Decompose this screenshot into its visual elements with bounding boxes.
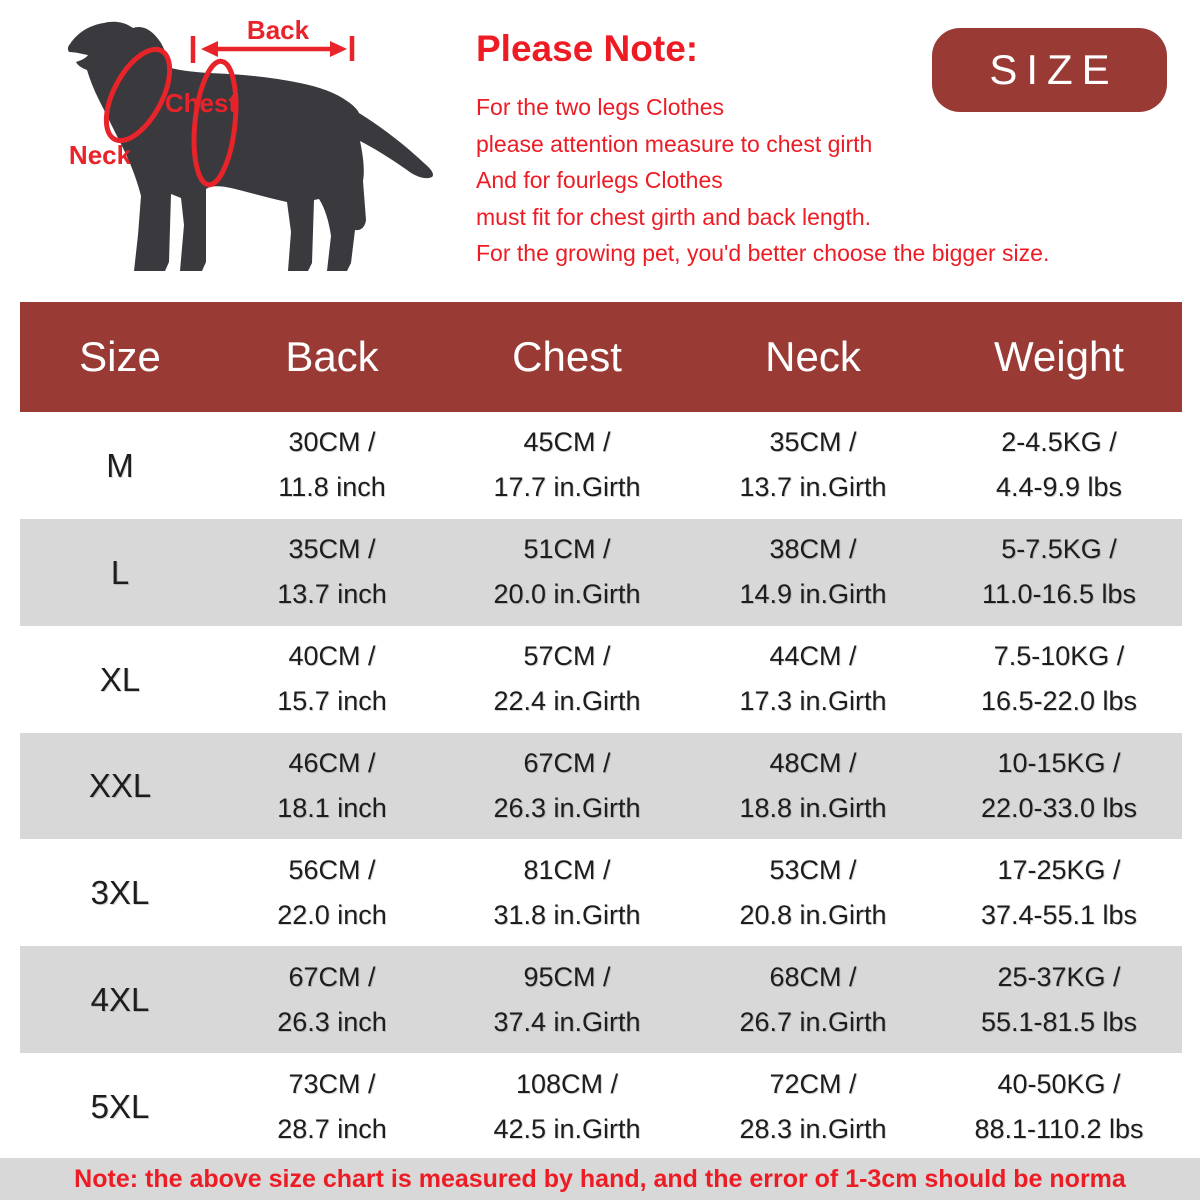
- chest-cell: [444, 955, 690, 1045]
- value-line: 53CM /: [769, 854, 857, 885]
- value-line: 22.0-33.0 lbs: [980, 792, 1138, 823]
- neck-cell: [690, 634, 936, 724]
- value-line: 13.7 inch: [277, 579, 387, 610]
- value-line: 55.1-81.5 lbs: [980, 1006, 1138, 1037]
- size-chart-table: [20, 302, 1182, 1160]
- table-row: [20, 1053, 1182, 1160]
- value-line: 14.9 in.Girth: [739, 579, 887, 610]
- weight-cell: [936, 634, 1182, 724]
- note-line: For the two legs Clothes: [476, 94, 725, 120]
- size-cell: 3XL: [90, 874, 150, 912]
- value-line: 7.5-10KG /: [993, 641, 1125, 672]
- size-cell: 5XL: [90, 1088, 150, 1126]
- back-cell: [220, 634, 444, 724]
- value-line: 48CM /: [769, 747, 857, 778]
- value-line: 10-15KG /: [997, 747, 1121, 778]
- neck-cell: [690, 527, 936, 617]
- value-line: 26.3 inch: [277, 1006, 387, 1037]
- header-weight: Weight: [994, 333, 1124, 380]
- neck-cell: [690, 848, 936, 938]
- value-line: 37.4 in.Girth: [493, 1006, 641, 1037]
- size-cell: L: [110, 553, 130, 591]
- value-line: 108CM /: [515, 1068, 619, 1099]
- neck-cell: [690, 420, 936, 510]
- back-measure-label: Back: [246, 15, 310, 45]
- value-line: 26.3 in.Girth: [493, 792, 641, 823]
- value-line: 22.0 inch: [277, 899, 387, 930]
- value-line: 40CM /: [288, 641, 376, 672]
- value-line: 20.0 in.Girth: [493, 579, 641, 610]
- value-line: 81CM /: [523, 854, 611, 885]
- header-back: Back: [285, 333, 379, 380]
- value-line: 42.5 in.Girth: [493, 1113, 641, 1144]
- value-line: 38CM /: [769, 534, 857, 565]
- value-line: 5-7.5KG /: [1001, 534, 1117, 565]
- value-line: 17.7 in.Girth: [493, 472, 641, 503]
- header-chest: Chest: [512, 333, 622, 380]
- value-line: 68CM /: [769, 961, 857, 992]
- value-line: 13.7 in.Girth: [739, 472, 887, 503]
- chest-cell: [444, 848, 690, 938]
- back-cell: [220, 741, 444, 831]
- value-line: 11.0-16.5 lbs: [981, 579, 1137, 610]
- dog-measurement-diagram: [20, 10, 460, 290]
- neck-cell: [690, 1062, 936, 1152]
- back-cell: [220, 848, 444, 938]
- value-line: 30CM /: [288, 427, 376, 458]
- header-size: Size: [79, 333, 161, 380]
- value-line: 2-4.5KG /: [1001, 427, 1117, 458]
- value-line: 44CM /: [769, 641, 857, 672]
- value-line: 26.7 in.Girth: [739, 1006, 887, 1037]
- size-cell: XL: [99, 660, 141, 698]
- table-header-row: [20, 302, 1182, 412]
- weight-cell: [936, 527, 1182, 617]
- value-line: 72CM /: [769, 1068, 857, 1099]
- value-line: 15.7 inch: [277, 686, 387, 717]
- back-cell: [220, 1062, 444, 1152]
- size-cell: 4XL: [90, 981, 150, 1019]
- value-line: 56CM /: [288, 854, 376, 885]
- please-note-title: Please Note:: [476, 28, 699, 69]
- value-line: 40-50KG /: [997, 1068, 1121, 1099]
- value-line: 25-37KG /: [997, 961, 1121, 992]
- table-row: [20, 412, 1182, 519]
- back-cell: [220, 527, 444, 617]
- value-line: 73CM /: [288, 1068, 376, 1099]
- footer-note-text: Note: the above size chart is measured by hand, and the error of 1-3cm should be norma: [74, 1164, 1126, 1193]
- chest-cell: [444, 527, 690, 617]
- value-line: 46CM /: [288, 747, 376, 778]
- value-line: 37.4-55.1 lbs: [980, 899, 1138, 930]
- neck-measure-label: Neck: [68, 140, 132, 170]
- value-line: 51CM /: [523, 534, 611, 565]
- back-cell: [220, 955, 444, 1045]
- weight-cell: [936, 848, 1182, 938]
- value-line: 22.4 in.Girth: [493, 686, 641, 717]
- table-row: [20, 839, 1182, 946]
- header-neck: Neck: [765, 333, 861, 380]
- value-line: 95CM /: [523, 961, 611, 992]
- chest-measure-label: Chest: [164, 88, 238, 118]
- table-row: [20, 733, 1182, 840]
- note-line: please attention measure to chest girth: [476, 130, 873, 157]
- value-line: 11.8 inch: [278, 472, 386, 503]
- value-line: 17.3 in.Girth: [739, 686, 887, 717]
- weight-cell: [936, 1062, 1182, 1152]
- value-line: 16.5-22.0 lbs: [980, 686, 1138, 717]
- value-line: 20.8 in.Girth: [739, 899, 887, 930]
- value-line: 28.7 inch: [277, 1113, 387, 1144]
- value-line: 67CM /: [288, 961, 376, 992]
- table-row: [20, 519, 1182, 626]
- chest-cell: [444, 420, 690, 510]
- chest-cell: [444, 634, 690, 724]
- value-line: 17-25KG /: [997, 854, 1121, 885]
- value-line: 67CM /: [523, 747, 611, 778]
- chest-cell: [444, 741, 690, 831]
- note-line: must fit for chest girth and back length.: [476, 203, 872, 230]
- footer-note-bar: [0, 1158, 1200, 1200]
- size-badge: [932, 28, 1167, 112]
- size-cell: XXL: [88, 767, 152, 805]
- value-line: 4.4-9.9 lbs: [995, 472, 1123, 503]
- table-row: [20, 626, 1182, 733]
- weight-cell: [936, 741, 1182, 831]
- back-arrowhead-right: [330, 41, 347, 57]
- value-line: 31.8 in.Girth: [493, 899, 641, 930]
- weight-cell: [936, 420, 1182, 510]
- neck-cell: [690, 955, 936, 1045]
- weight-cell: [936, 955, 1182, 1045]
- note-line: And for fourlegs Clothes: [476, 167, 723, 193]
- back-cell: [220, 420, 444, 510]
- table-row: [20, 946, 1182, 1053]
- chest-cell: [444, 1062, 690, 1152]
- size-cell: M: [106, 446, 134, 484]
- neck-cell: [690, 741, 936, 831]
- value-line: 35CM /: [769, 427, 857, 458]
- value-line: 57CM /: [523, 641, 611, 672]
- value-line: 18.1 inch: [277, 792, 387, 823]
- value-line: 88.1-110.2 lbs: [974, 1113, 1144, 1144]
- value-line: 35CM /: [288, 534, 376, 565]
- back-arrowhead-left: [201, 41, 218, 57]
- size-badge-label: SIZE: [989, 46, 1119, 93]
- value-line: 18.8 in.Girth: [739, 792, 887, 823]
- note-line: For the growing pet, you'd better choose the bigger size.: [476, 240, 1050, 266]
- value-line: 28.3 in.Girth: [739, 1113, 887, 1144]
- value-line: 45CM /: [523, 427, 611, 458]
